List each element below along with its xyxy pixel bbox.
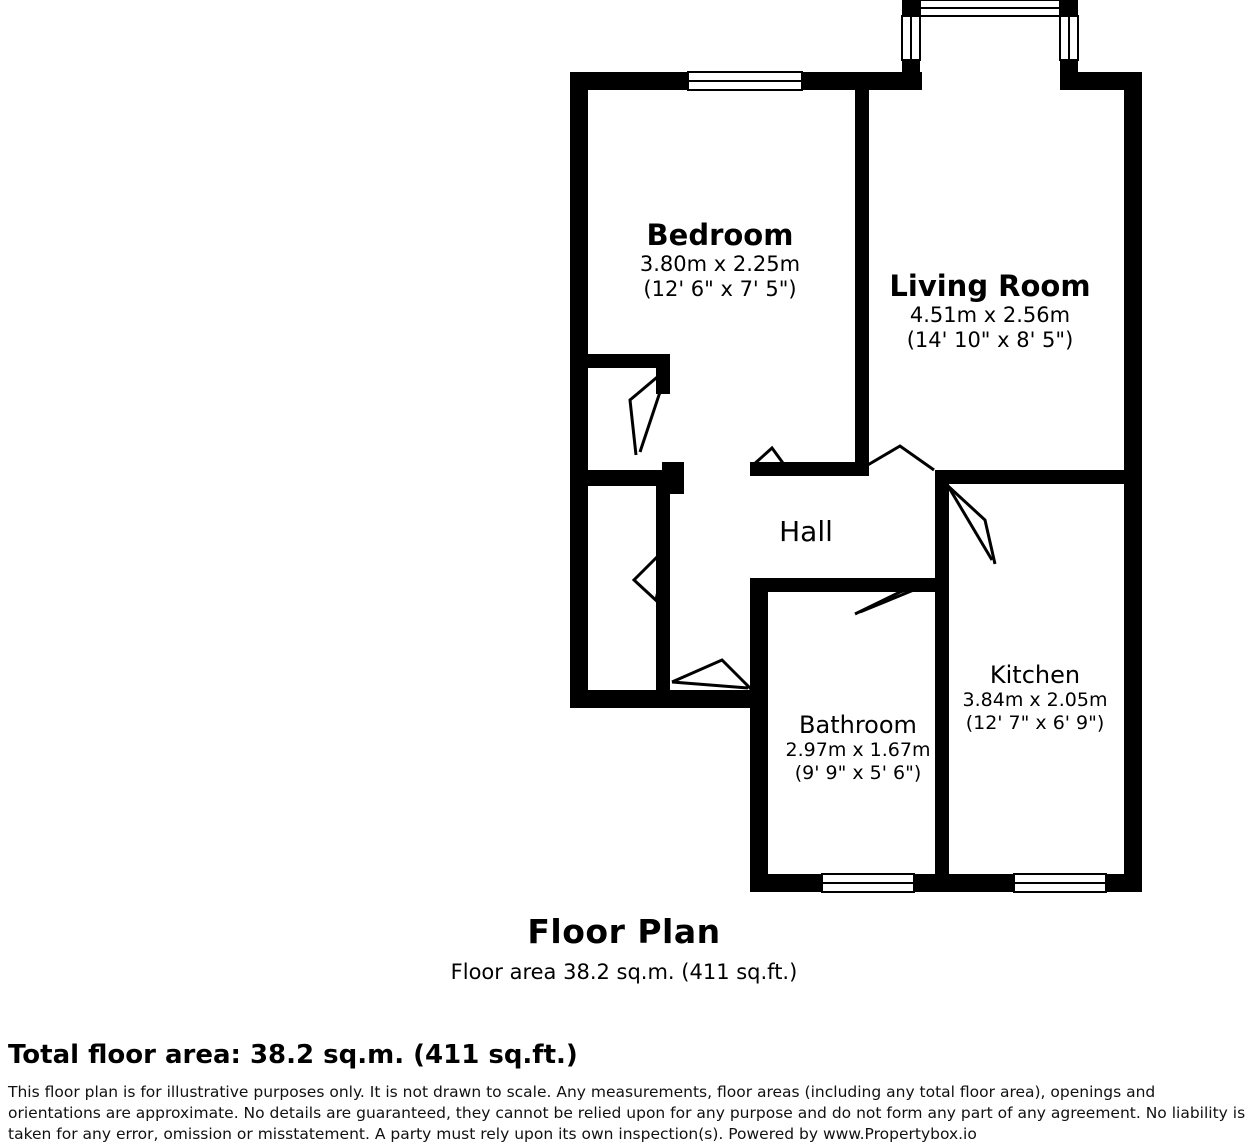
window-kitchen: [1014, 874, 1106, 892]
room-dim-metric-bedroom: 3.80m x 2.25m: [639, 252, 801, 277]
room-name-living-room: Living Room: [889, 269, 1091, 303]
room-label-bathroom: [738, 711, 978, 784]
room-dim-imperial-bedroom: (12' 6" x 7' 5"): [643, 276, 797, 301]
window-bedroom: [688, 72, 802, 90]
room-dim-imperial-kitchen: (12' 7" x 6' 9"): [965, 711, 1105, 734]
room-label-hall: [686, 515, 926, 548]
total-floor-area-text: Total floor area: 38.2 sq.m. (411 sq.ft.): [8, 1040, 578, 1070]
disclaimer-text: This floor plan is for illustrative purposes only. It is not drawn to scale. Any measurements, floor areas (including any total floor area), openings and orientations are approximate. No details are guaranteed, they cannot be relied upon for any purpose and do not form any part of any agreement. No liability is taken for any error, omission or misstatement. A party must rely upon its own inspection(s). Powered by www.Propertybox.io: [8, 1083, 1246, 1143]
room-name-kitchen: Kitchen: [989, 661, 1081, 689]
room-dim-metric-kitchen: 3.84m x 2.05m: [962, 689, 1108, 712]
room-name-bedroom: Bedroom: [646, 218, 794, 252]
room-dim-imperial-bathroom: (9' 9" x 5' 6"): [794, 761, 922, 784]
window-bay-front: [920, 0, 1060, 16]
room-label-living-room: [830, 269, 1150, 353]
room-dim-imperial-living-room: (14' 10" x 8' 5"): [906, 327, 1074, 352]
window-bay-right: [1060, 16, 1078, 60]
window-bathroom: [822, 874, 914, 892]
room-name-hall: Hall: [779, 515, 833, 548]
floor-plan-title: Floor Plan: [527, 912, 721, 951]
window-bay-left: [902, 16, 920, 60]
room-dim-metric-living-room: 4.51m x 2.56m: [909, 303, 1071, 328]
room-dim-metric-bathroom: 2.97m x 1.67m: [785, 739, 931, 762]
room-name-bathroom: Bathroom: [799, 711, 917, 739]
floor-plan-area-text: Floor area 38.2 sq.m. (411 sq.ft.): [450, 960, 798, 984]
